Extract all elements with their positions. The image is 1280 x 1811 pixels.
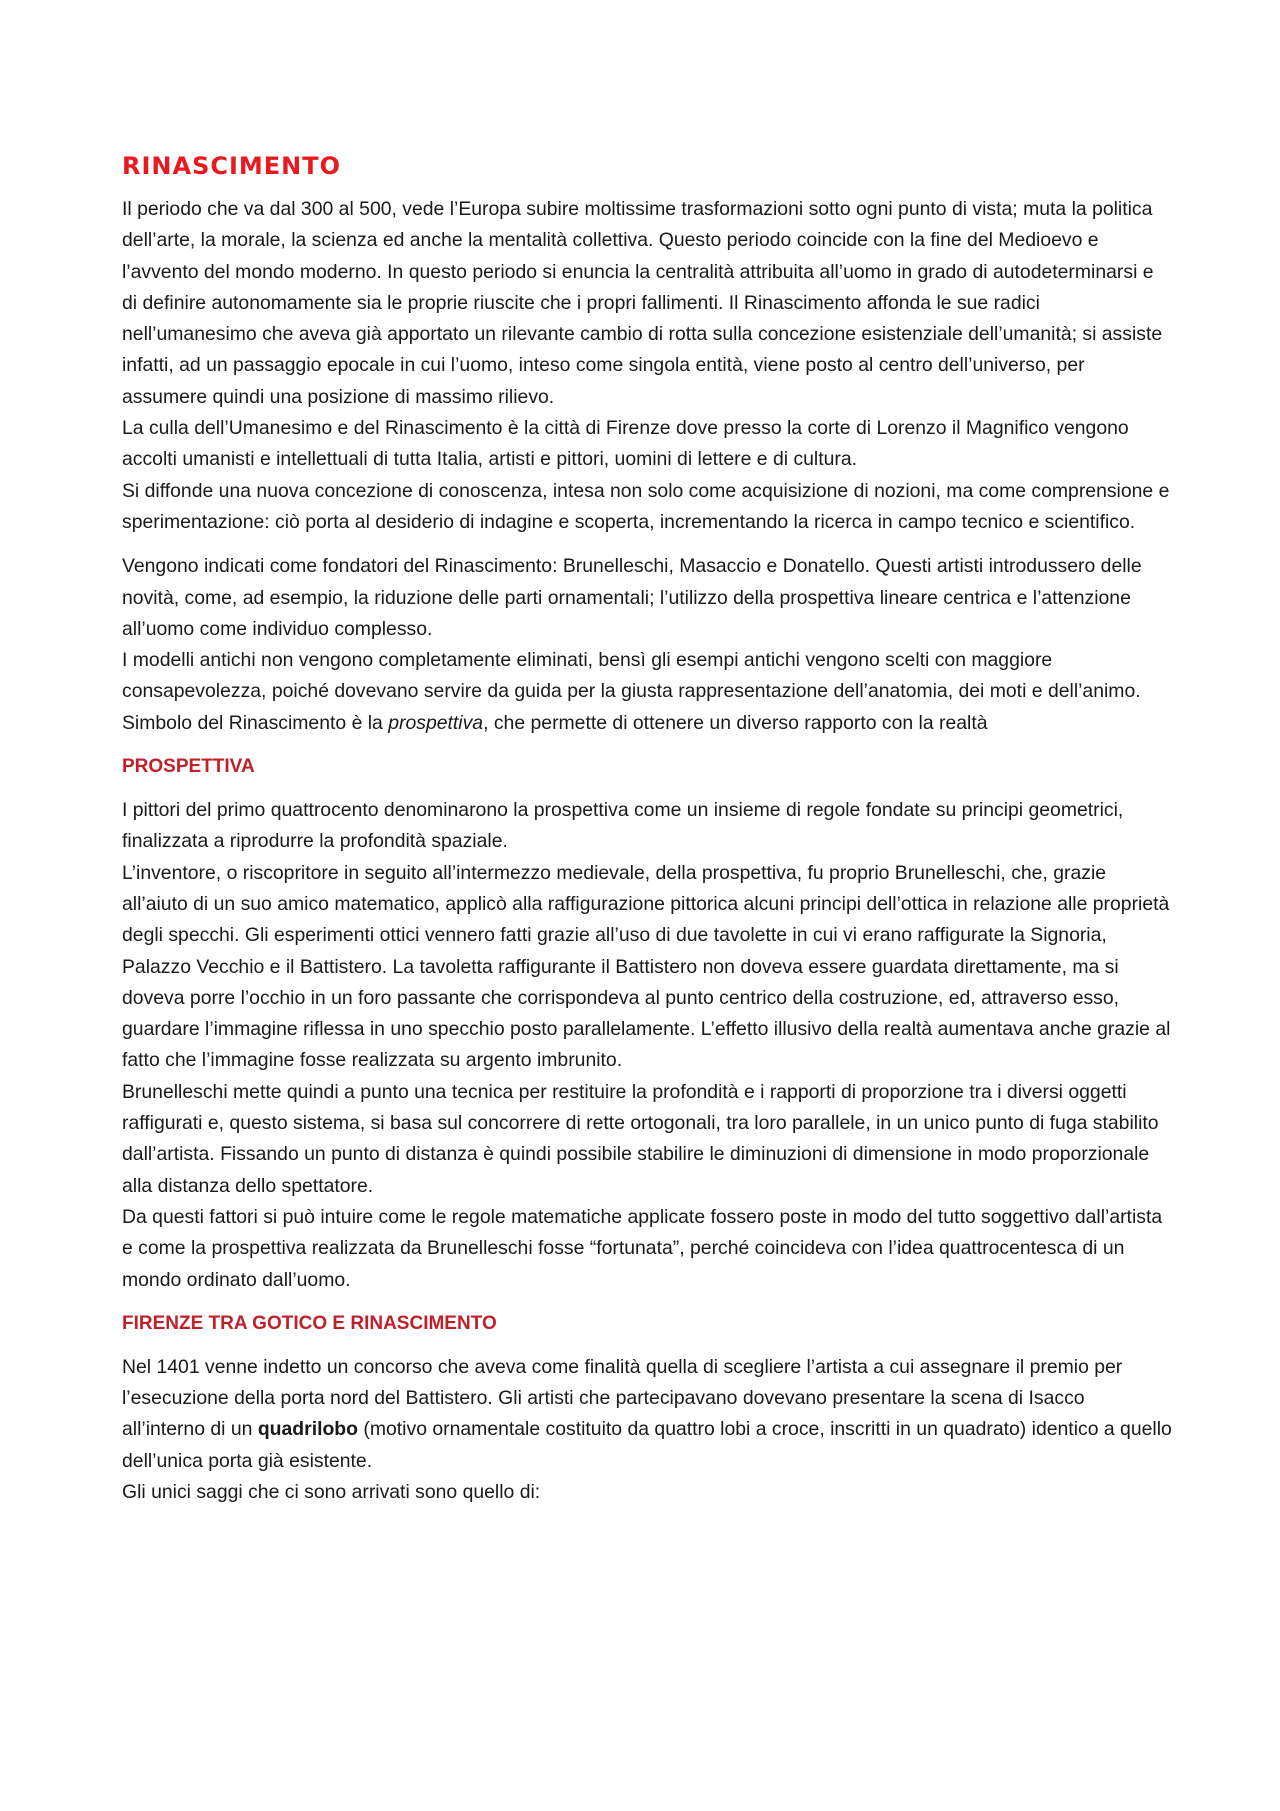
firenze-paragraph-1 [122, 1352, 1172, 1477]
prospettiva-section [122, 795, 1172, 1296]
intro-paragraph-2: La culla dell’Umanesimo e del Rinascimento è la città di Firenze dove presso la corte di Lorenzo il Magnifico vengono accolti umanisti e intellettuali di tutta Italia, artisti e pittori, uomini di lettere e di cultura. [122, 417, 1129, 471]
firenze-section [122, 1352, 1172, 1508]
intro-paragraph-3: Si diffonde una nuova concezione di conoscenza, intesa non solo come acquisizione di nozioni, ma come comprensione e sperimentazione: ciò porta al desiderio di indagine e scoperta, incrementando la ricerca in campo tecnico e scientifico. [122, 479, 1170, 533]
prospettiva-paragraph-4: Da questi fattori si può intuire come le regole matematiche applicate fossero poste in modo del tutto soggettivo dall’artista e come la prospettiva realizzata da Brunelleschi fosse “fortunata”, perché coincideva con l’idea quattrocentesca di un mondo ordinato dall’uomo. [122, 1205, 1163, 1291]
section-heading-prospettiva: PROSPETTIVA [122, 756, 255, 778]
document-page [122, 150, 1172, 1521]
firenze-text-after: (motivo ornamentale costituito da quattro lobi a croce, inscritti in un quadrato) identico a quello dell’unica porta già esistente. [122, 1418, 1172, 1472]
founders-text-before: I modelli antichi non vengono completamente eliminati, bensì gli esempi antichi vengono scelti con maggiore consapevolezza, poiché dovevano servire da guida per la giusta rappresentazione dell’anatomia, dei moti e dell’animo. Simbolo del Rinascimento è la [122, 649, 1141, 734]
founders-paragraph-2 [122, 645, 1172, 739]
firenze-text-before: Nel 1401 venne indetto un concorso che aveva come finalità quella di scegliere l’artista a cui assegnare il premio per l’esecuzione della porta nord del Battistero. Gli artisti che partecipavano dovevano presentare la scena di Isacco all’interno di un [122, 1355, 1123, 1441]
prospettiva-paragraph-3: Brunelleschi mette quindi a punto una tecnica per restituire la profondità e i rapporti di proporzione tra i diversi oggetti raffigurati e, questo sistema, si basa sul concorrere di rette ortogonali, tra loro parallele, in un unico punto di fuga stabilito dall’artista. Fissando un punto di distanza è quindi possibile stabilire le diminuzioni di dimensione in modo proporzionale alla distanza dello spettatore. [122, 1080, 1159, 1197]
document-title: RINASCIMENTO [122, 152, 342, 180]
firenze-paragraph-2: Gli unici saggi che ci sono arrivati sono quello di: [122, 1480, 541, 1503]
section-heading-firenze: FIRENZE TRA GOTICO E RINASCIMENTO [122, 1312, 497, 1334]
prospettiva-emphasis: prospettiva [388, 711, 484, 734]
founders-paragraph-1: Vengono indicati come fondatori del Rinascimento: Brunelleschi, Masaccio e Donatello. Questi artisti introdussero delle novità, come, ad esempio, la riduzione delle parti ornamentali; l’utilizzo della prospettiva lineare centrica e l’attenzione all’uomo come individuo complesso. [122, 555, 1142, 640]
founders-text-after: , che permette di ottenere un diverso rapporto con la realtà [483, 711, 988, 734]
prospettiva-paragraph-2: L’inventore, o riscopritore in seguito all’intermezzo medievale, della prospettiva, fu proprio Brunelleschi, che, grazie all’aiuto di un suo amico matematico, applicò alla raffigurazione pittorica alcuni principi dell’ottica in relazione alle proprietà degli specchi. Gli esperimenti ottici vennero fatti grazie all’uso di due tavolette in cui vi erano raffigurate la Signoria, Palazzo Vecchio e il Battistero. La tavoletta raffigurante il Battistero non doveva essere guardata direttamente, ma si doveva porre l’occhio in un foro passante che corrispondeva al punto centrico della costruzione, ed, attraverso esso, guardare l’immagine riflessa in uno specchio posto parallelamente. L’effetto illusivo della realtà aumentava anche grazie al fatto che l’immagine fosse realizzata su argento imbrunito. [122, 861, 1171, 1072]
prospettiva-paragraph-1: I pittori del primo quattrocento denominarono la prospettiva come un insieme di regole fondate su principi geometrici, finalizzata a riprodurre la profondità spaziale. [122, 799, 1124, 853]
founders-section [122, 551, 1172, 739]
quadrilobo-bold: quadrilobo [257, 1418, 359, 1441]
intro-paragraph-1: Il periodo che va dal 300 al 500, vede l’Europa subire moltissime trasformazioni sotto ogni punto di vista; muta la politica dell’arte, la morale, la scienza ed anche la mentalità collettiva. Questo periodo coincide con la fine del Medioevo e l’avvento del mondo moderno. In questo periodo si enuncia la centralità attribuita all’uomo in grado di autodeterminarsi e di definire autonomamente sia le proprie riuscite che i propri fallimenti. Il Rinascimento affonda le sue radici nell’umanesimo che aveva già apportato un rilevante cambio di rotta sulla concezione esistenziale dell’umanità; si assiste infatti, ad un passaggio epocale in cui l’uomo, inteso come singola entità, viene posto al centro dell’universo, per assumere quindi una posizione di massimo rilievo. [122, 198, 1163, 408]
intro-section [122, 194, 1172, 538]
